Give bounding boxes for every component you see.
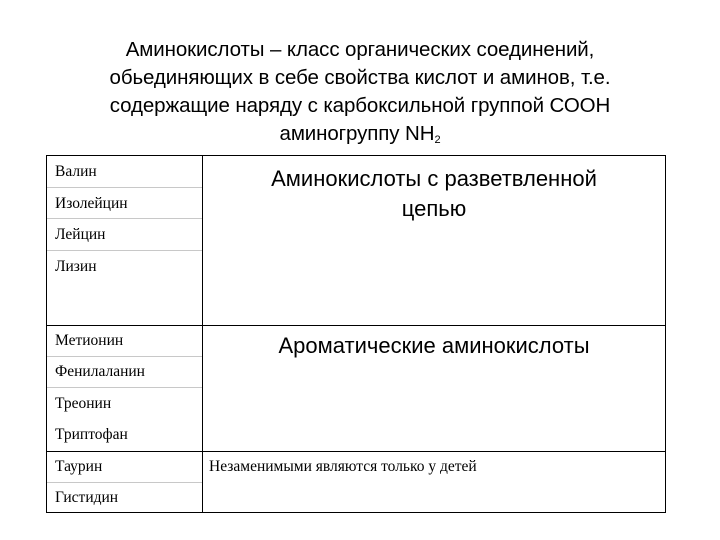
table-cell-amino-acid: Метионин — [55, 332, 124, 349]
table-cell-amino-acid: Лейцин — [55, 226, 106, 243]
table-cell-amino-acid: Валин — [55, 163, 97, 180]
slide-title-line-4-text: аминогруппу NH — [279, 122, 435, 145]
group-divider — [47, 451, 665, 452]
table-cell-amino-acid: Таурин — [55, 458, 103, 475]
slide-title-line-3: содержащие наряду с карбоксильной группой СООН — [109, 94, 611, 117]
slide-title — [40, 36, 680, 154]
group-description-line-1: Аминокислоты с разветвленной — [271, 166, 597, 191]
table-cell-amino-acid: Триптофан — [55, 426, 128, 443]
slide-title-line-2: обьединяющих в себе свойства кислот и аминов, т.е. — [109, 66, 611, 89]
table-cell-amino-acid: Треонин — [55, 395, 112, 412]
row-divider — [47, 482, 202, 483]
row-divider — [47, 218, 202, 219]
slide-title-line-4 — [40, 120, 680, 154]
row-divider — [47, 187, 202, 188]
row-divider — [47, 356, 202, 357]
row-divider — [47, 250, 202, 251]
group-description — [203, 164, 665, 224]
amino-acid-table — [46, 155, 666, 513]
subscript-two: 2 — [434, 134, 441, 146]
table-cell-amino-acid: Гистидин — [55, 489, 119, 506]
group-description-line-2: цепью — [401, 196, 467, 221]
group-description: Незаменимыми являются только у детей — [209, 458, 477, 475]
table-cell-amino-acid: Лизин — [55, 258, 97, 275]
group-description: Ароматические аминокислоты — [278, 333, 590, 358]
table-cell-amino-acid: Изолейцин — [55, 195, 128, 212]
row-divider — [47, 387, 202, 388]
slide-title-line-1: Аминокислоты – класс органических соединений, — [125, 38, 595, 61]
group-divider — [47, 325, 665, 326]
table-cell-amino-acid: Фенилаланин — [55, 363, 145, 380]
